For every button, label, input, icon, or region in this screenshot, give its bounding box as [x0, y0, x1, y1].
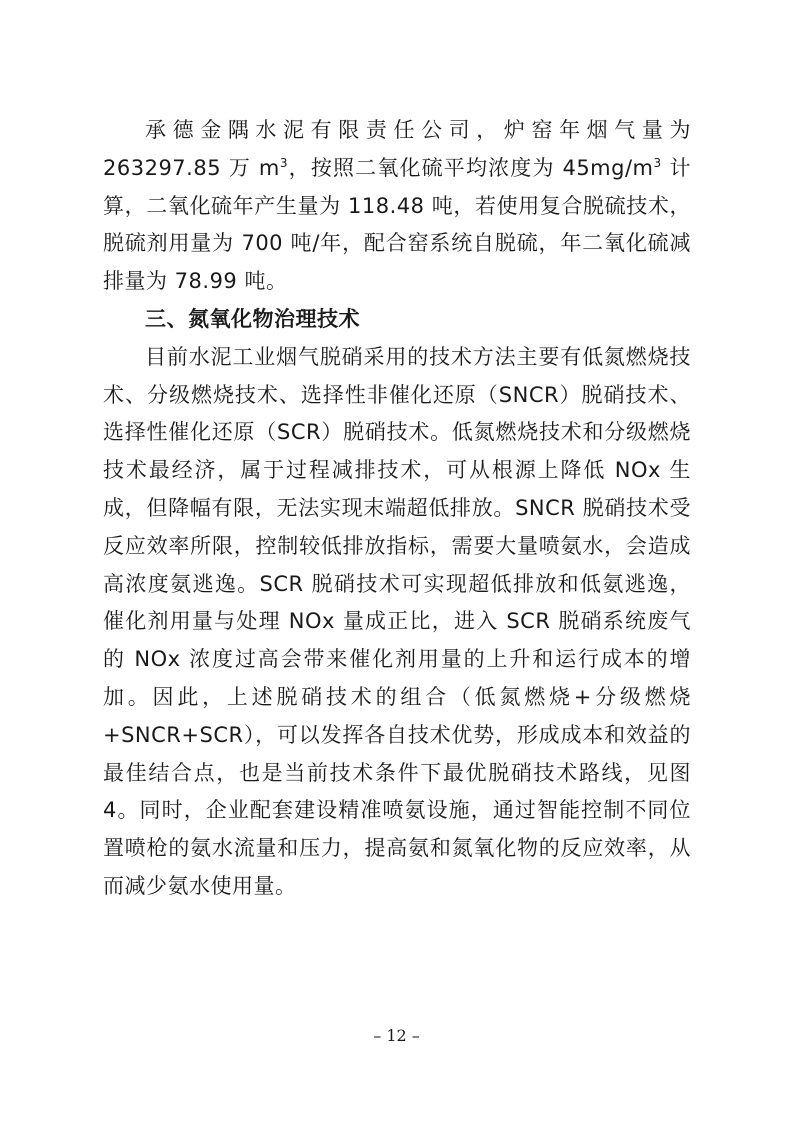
superscript-3: 3 — [653, 155, 662, 170]
section-heading: 三、氮氧化物治理技术 — [145, 306, 360, 331]
superscript-3: 3 — [279, 155, 288, 170]
paragraph1-part1: 承德金隅水泥有限责任公司，炉窑年烟气量为 263297.85 万 m — [103, 118, 691, 180]
paragraph-sulfur-dioxide — [103, 112, 691, 301]
page-number: – 12 – — [373, 1026, 420, 1045]
paragraph-denitrification: 目前水泥工业烟气脱硝采用的技术方法主要有低氮燃烧技术、分级燃烧技术、选择性非催化还原（SNCR）脱硝技术、选择性催化还原（SCR）脱硝技术。低氮燃烧技术和分级燃烧技术最经济，属于过程减排技术，可从根源上降低 NOx 生成，但降幅有限，无法实现末端超低排放。SNCR 脱硝技术受反应效率所限，控制较低排放指标，需要大量喷氨水，会造成高浓度氨逃逸。SCR 脱硝技术可实现超低排放和低氨逃逸，催化剂用量与处理 NOx 量成正比，进入 SCR 脱硝系统废气的 NOx 浓度过高会带来催化剂用量的上升和运行成本的增加。因此，上述脱硝技术的组合（低氮燃烧+分级燃烧+SNCR+SCR），可以发挥各自技术优势，形成成本和效益的最佳结合点，也是当前技术条件下最优脱硝技术路线，见图 4。同时，企业配套建设精准喷氨设施，通过智能控制不同位置喷枪的氨水流量和压力，提高氨和氮氧化物的反应效率，从而减少氨水使用量。 — [103, 344, 691, 898]
body-text — [103, 112, 691, 906]
paragraph1-part3: 计算，二氧化硫年产生量为 118.48 吨，若使用复合脱硫技术，脱硫剂用量为 700 吨/年，配合窑系统自脱硫，年二氧化硫减排量为 78.99 吨。 — [103, 155, 691, 294]
paragraph1-part2: ，按照二氧化硫平均浓度为 45mg/m — [288, 155, 654, 180]
